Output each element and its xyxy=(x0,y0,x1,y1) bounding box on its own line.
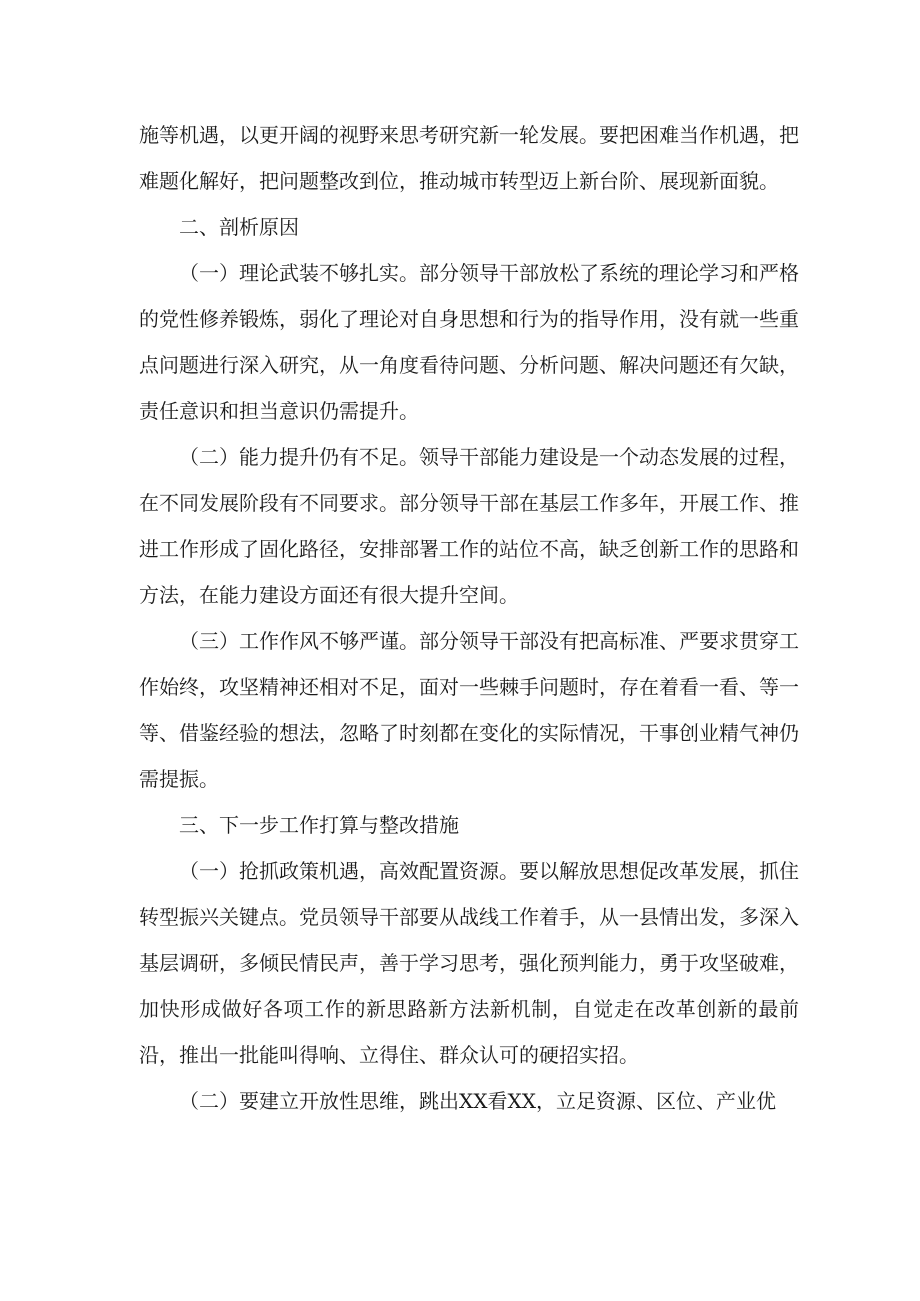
paragraph-measure-1: （一）抢抓政策机遇，高效配置资源。要以解放思想促改革发展，抓住转型振兴关键点。党员领导干部要从战线工作着手，从一县情出发，多深入基层调研，多倾民情民声，善于学习思考，强化预判能力，勇于攻坚破难，加快形成做好各项工作的新思路新方法新机制，自觉走在改革创新的最前沿，推出一批能叫得响、立得住、群众认可的硬招实招。 xyxy=(139,859,799,1067)
section-heading-3: 三、下一步工作打算与整改措施 xyxy=(179,813,459,837)
paragraph-reason-2: （二）能力提升仍有不足。领导干部能力建设是一个动态发展的过程，在不同发展阶段有不同要求。部分领导干部在基层工作多年，开展工作、推进工作形成了固化路径，安排部署工作的站位不高，缺乏创新工作的思路和方法，在能力建设方面还有很大提升空间。 xyxy=(139,445,799,607)
paragraph-measure-2: （二）要建立开放性思维，跳出XX看XX，立足资源、区位、产业优 xyxy=(179,1089,776,1113)
paragraph-reason-1: （一）理论武装不够扎实。部分领导干部放松了系统的理论学习和严格的党性修养锻炼，弱化了理论对自身思想和行为的指导作用，没有就一些重点问题进行深入研究，从一角度看待问题、分析问题、解决问题还有欠缺，责任意识和担当意识仍需提升。 xyxy=(139,261,799,423)
paragraph-reason-3: （三）工作作风不够严谨。部分领导干部没有把高标准、严要求贯穿工作始终，攻坚精神还相对不足，面对一些棘手问题时，存在着看一看、等一等、借鉴经验的想法，忽略了时刻都在变化的实际情况，干事创业精气神仍需提振。 xyxy=(139,629,799,791)
document-body xyxy=(139,112,799,1124)
section-heading-2: 二、剖析原因 xyxy=(179,215,299,239)
paragraph-continued: 施等机遇，以更开阔的视野来思考研究新一轮发展。要把困难当作机遇，把难题化解好，把问题整改到位，推动城市转型迈上新台阶、展现新面貌。 xyxy=(139,123,799,193)
